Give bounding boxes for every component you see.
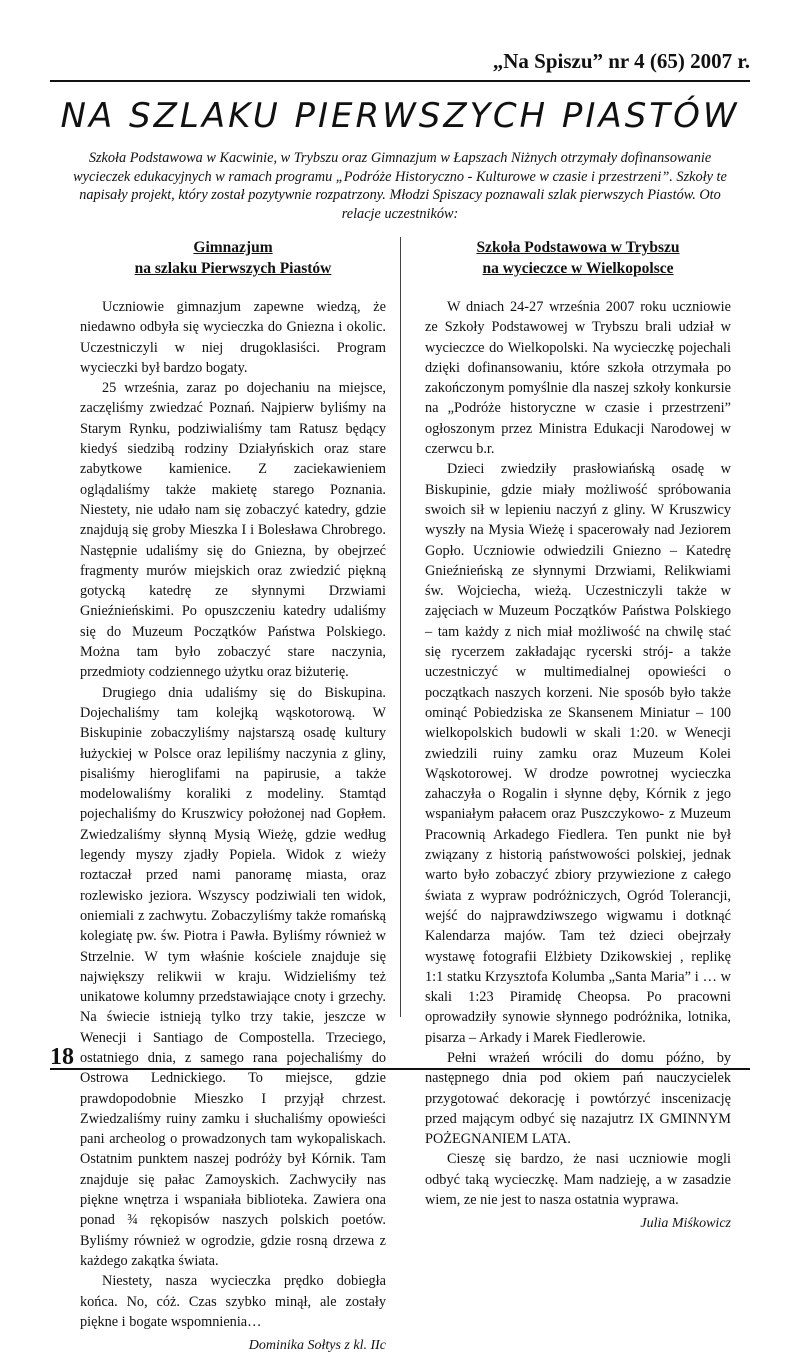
column-divider xyxy=(400,237,401,1017)
footer-divider xyxy=(50,1068,750,1070)
article-title: NA SZLAKU PIERWSZYCH PIASTÓW xyxy=(60,96,740,136)
right-column xyxy=(425,237,731,1234)
article-intro: Szkoła Podstawowa w Kacwinie, w Trybszu oraz Gimnazjum w Łapszach Niżnych otrzymały dofinansowanie wycieczek edukacyjnych w ramach programu „Podróże Historyczno - Kulturowe w czasie i przestrzeni”. Szkoły te napisały projekt, który został pozytywnie rozpatrzony. Młodzi Spiszacy poznawali szlak pierwszych Piastów. Oto relacje uczestników: xyxy=(73,150,727,222)
right-column-title-line2: na wycieczce w Wielkopolsce xyxy=(482,260,674,277)
left-signature: Dominika Sołtys z kl. IIc xyxy=(248,1338,386,1354)
right-paragraph: W dniach 24-27 września 2007 roku uczniowie ze Szkoły Podstawowej w Trybszu brali udział w wycieczce do Wielkopolski. Na wycieczkę pojechali dzięki dofinansowaniu, które szkoła otrzymała po zakończonym pomyślnie dla naszej szkoły konkursie na „Podróże historyczne w czasie i przestrzeni” ogłoszonym przez Ministra Edukacji Narodowej w czerwcu b.r. xyxy=(425,299,731,458)
left-paragraph: Niestety, nasza wycieczka prędko dobiegła końca. No, cóż. Czas szybko minął, ale zostały piękne i bogate wspomnienia… xyxy=(80,1273,386,1330)
left-column-title xyxy=(80,237,386,279)
right-paragraph: Pełni wrażeń wrócili do domu późno, by następnego dnia pod okiem pań nauczycielek przygotować dekorację i powtórzyć inscenizację przed mającym odbyć się nazajutrz IX GMINNYM POŻEGNANIEM LATA. xyxy=(425,1049,731,1148)
page-number: 18 xyxy=(50,1044,74,1070)
right-signature: Julia Miśkowicz xyxy=(640,1216,731,1232)
header-divider xyxy=(50,80,750,82)
left-column xyxy=(80,237,386,1356)
left-column-title-line2: na szlaku Pierwszych Piastów xyxy=(134,260,332,277)
right-column-title xyxy=(425,237,731,279)
right-paragraph: Cieszę się bardzo, że nasi uczniowie mogli odbyć taką wycieczkę. Mam nadzieję, a w zasadzie wiem, ze nie jest to nasza ostatnia wyprawa. xyxy=(425,1151,731,1209)
left-column-title-line1: Gimnazjum xyxy=(193,239,273,256)
left-paragraph: 25 września, zaraz po dojechaniu na miejsce, zaczęliśmy zwiedzać Poznań. Najpierw byliśmy na Starym Rynku, podziwialiśmy tam Ratusz będący kiedyś siedzibą rodziny Działyńskich oraz stare zabytkowe kamienice. Z zaciekawieniem oglądaliśmy także makietę starego Poznania. Niestety, nie udało nam się zobaczyć katedry, gdzie znajdują się groby Mieszka I i Bolesława Chrobrego. Następnie udaliśmy się do Gniezna, by obejrzeć fragmenty murów miejskich oraz zwiedzić piękną gotycką katedrę ze słynnymi Drzwiami Gnieźnieńskimi. Po opuszczeniu katedry udaliśmy się do Muzeum Początków Państwa Polskiego. Można tam było zobaczyć stare naczynia, przedmioty codziennego użytku oraz biżuterię. xyxy=(80,380,386,681)
issue-header: „Na Spiszu” nr 4 (65) 2007 r. xyxy=(492,49,750,73)
left-paragraph: Drugiego dnia udaliśmy się do Biskupina. Dojechaliśmy tam kolejką wąskotorową. W Biskupinie zobaczyliśmy najstarszą osadę kultury łużyckiej w Polsce oraz lepiliśmy naczynia z gliny, pisaliśmy hieroglifami na papirusie, a także modelowaliśmy koraliki z modeliny. Stamtąd pojechaliśmy do Kruszwicy położonej nad Gopłem. Zwiedzaliśmy słynną Mysią Wieżę, gdzie według legendy myszy zjadły Popiela. Widok z wieży roztaczał przed nami panoramę miasta, oraz rozlewisko jeziora. Wszyscy podziwiali ten widok, oniemiali z zachwytu. Zobaczyliśmy także romańską kolegiatę pw. św. Piotra i Pawła. Byliśmy również w Strzelnie. W tym właśnie kościele znajduje się największy relikwii w kraju. Widzieliśmy też unikatowe kolumny przedstawiające cnoty i grzechy. Na świecie istnieją tylko trzy takie, jeszcze w Wenecji i Santiago de Compostella. Trzeciego, ostatniego dnia, z samego rana pojechaliśmy do Ostrowa Lednickiego. To miejsce, gdzie prawdopodobnie Mieszko I przyjął chrzest. Zwiedzaliśmy ruiny zamku i słuchaliśmy opowieści pani archeolog o prowadzonych tam wykopaliskach. Ostatnim punktem naszej podróży był Kórnik. Tam znajduje się pałac Zamoyskich. Zachwyciły nas piękne wnętrza i wspaniała biblioteka. Zawiera ona ponad ¾ rękopisów naszych polskich poetów. Byliśmy również w ogrodzie, gdzie rosną drzewa z każdego zakątka świata. xyxy=(80,684,386,1269)
right-paragraph: Dzieci zwiedziły prasłowiańską osadę w Biskupinie, gdzie miały możliwość spróbowania swoich sił w lepieniu naczyń z gliny. W Kruszwicy wyszły na Mysia Wieżę i spacerowały nad Jeziorem Gopło. Uczniowie odwiedzili Gniezno – Katedrę Gnieźnieńską ze słynnymi Drzwiami, Relikwiami św. Wojciecha, wieżą. Uczestniczyli także w zajęciach w Muzeum Początków Państwa Polskiego – tam każdy z nich miał możliwość na chwilę stać się rycerzem zakładając rycerski strój- a także uczestniczyć w multimedialnej opowieści o początkach naszych korzeni. Nie sposób było także ominąć Pobiedziska ze Skansenem Miniatur – 100 wielkopolskich budowli w skali 1:20. w Wenecji zwiedzili ruiny zamku oraz Muzeum Kolei Wąskotorowej. W drodze powrotnej wycieczka zahaczyła o Rogalin i słynne dęby, Kórnik z jego wspaniałym pałacem oraz Puszczykowo- z Muzeum Pracownią Arkadego Fiedlera. Ten punkt nie był związany z historią państwowości polskiej, jednak warto było zobaczyć zbiory przywiezione z całego świata z wypraw podróżniczych, Ogród Tolerancji, wejść do najprawdziwszego wigwamu i dotknąć Kalendarza majów. Tam też dzieci obejrzały wystawę fotografii Elżbiety Dzikowskiej , replikę 1:1 statku Krzysztofa Kolumba „Santa Maria” i … w skali 1:23 Piramidę Cheopsa. Po pracowni oprowadziły synowie słynnego podróżnika, lotnika, pisarza – Arkady i Marek Fiedlerowie. xyxy=(425,461,731,1046)
right-column-title-line1: Szkoła Podstawowa w Trybszu xyxy=(476,239,680,256)
left-paragraph: Uczniowie gimnazjum zapewne wiedzą, że niedawno odbyła się wycieczka do Gniezna i okolic. Uczestniczyli w niej drugoklasiści. Program wycieczki był bardzo bogaty. xyxy=(80,299,386,376)
